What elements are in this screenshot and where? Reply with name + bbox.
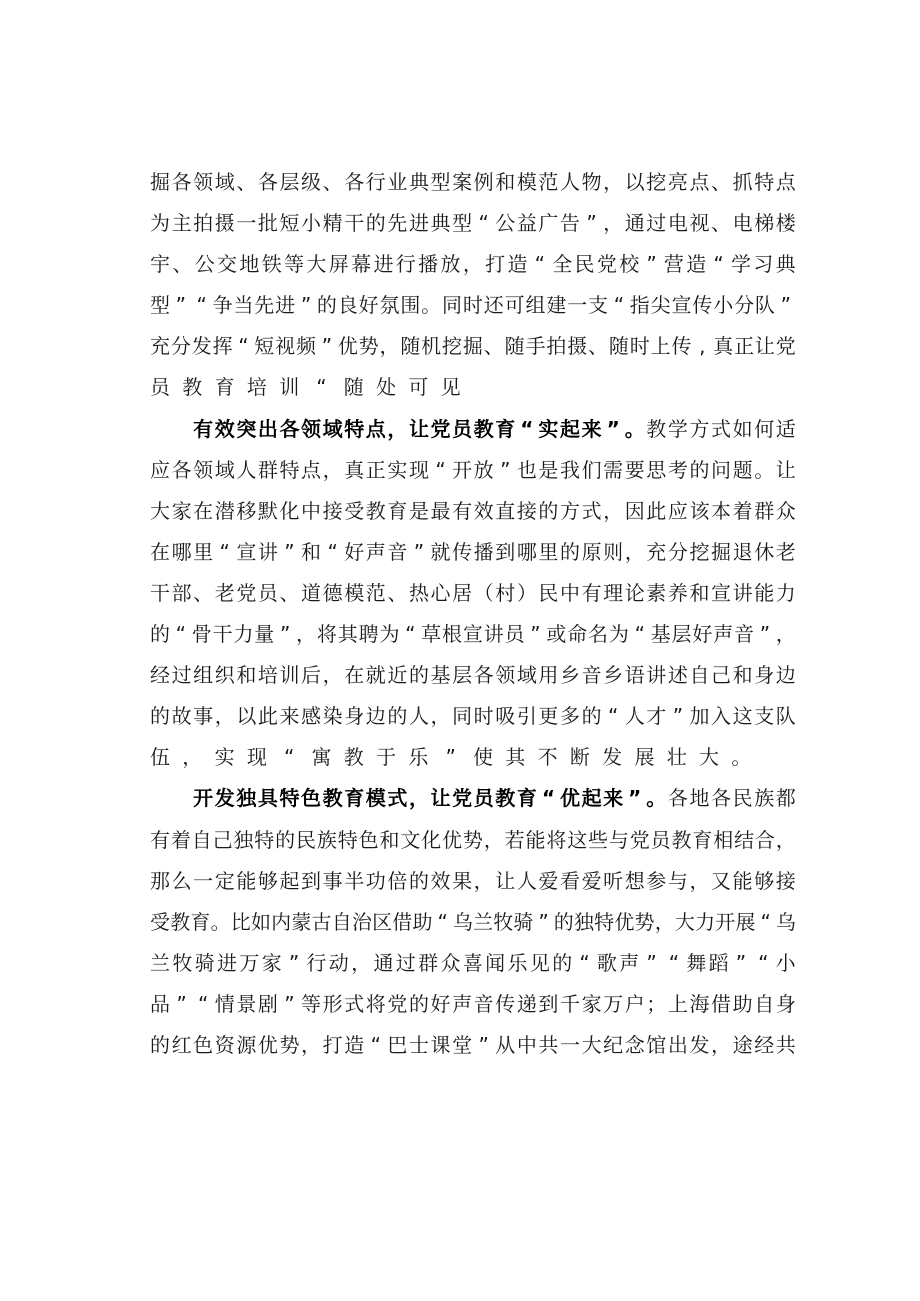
paragraph-p2 xyxy=(150,409,796,779)
text-line: 干 部 、 老 党 员 、 道 德 模 范 、 热 心 居 （ 村 ） 民 中 有 理 论 素 养 和 宣 讲 能 力 xyxy=(150,580,796,605)
text-line: 为 主 拍 摄 一 批 短 小 精 干 的 先 进 典 型 “ 公 益 广 告 ” ， 通 过 电 视 、 电 梯 楼 xyxy=(150,211,796,236)
text-line: 品 ” “ 情 景 剧 ” 等 形 式 将 党 的 好 声 音 传 递 到 千 家 万 户 ； 上 海 借 助 自 身 xyxy=(150,991,796,1016)
text-line: 开 发 独 具 特 色 教 育 模 式 ， 让 党 员 教 育 “ 优 起 来 ” 。 各 地 各 民 族 都 xyxy=(193,786,796,811)
text-line: 的 “ 骨 干 力 量 ” ， 将 其 聘 为 “ 草 根 宣 讲 员 ” 或 命 名 为 “ 基 层 好 声 音 ” ， xyxy=(150,622,796,647)
text-line: 型 ” “ 争 当 先 进 ” 的 良 好 氛 围 。 同 时 还 可 组 建 一 支 “ 指 尖 宣 传 小 分 队 ” xyxy=(150,293,791,318)
text-line: 兰 牧 骑 进 万 家 ” 行 动 ， 通 过 群 众 喜 闻 乐 见 的 “ 歌 声 ” “ 舞 蹈 ” “ 小 xyxy=(150,950,796,975)
text-line: 有 着 自 己 独 特 的 民 族 特 色 和 文 化 优 势 ， 若 能 将 这 些 与 党 员 教 育 相 结 合 ， xyxy=(150,827,796,852)
paragraph-p3 xyxy=(150,778,796,1066)
text-line: 那 么 一 定 能 够 起 到 事 半 功 倍 的 效 果 ， 让 人 爱 看 爱 听 想 参 与 ， 又 能 够 接 xyxy=(150,868,796,893)
text-line: 有 效 突 出 各 领 域 特 点 ， 让 党 员 教 育 “ 实 起 来 ” 。 教 学 方 式 如 何 适 xyxy=(193,416,796,441)
document-body xyxy=(150,162,796,1066)
text-line: 员 教 育 培 训 “ 随 处 可 见 xyxy=(150,375,461,400)
text-line: 经 过 组 织 和 培 训 后 ， 在 就 近 的 基 层 各 领 域 用 乡 音 乡 语 讲 述 自 己 和 身 边 xyxy=(150,663,796,688)
paragraph-p1 xyxy=(150,162,796,409)
text-line: 受 教 育 。 比 如 内 蒙 古 自 治 区 借 助 “ 乌 兰 牧 骑 ” 的 独 特 优 势 ， 大 力 开 展 “ 乌 xyxy=(150,909,796,934)
text-line: 掘 各 领 域 、 各 层 级 、 各 行 业 典 型 案 例 和 模 范 人 物 ， 以 挖 亮 点 、 抓 特 点 xyxy=(150,170,796,194)
text-line: 应 各 领 域 人 群 特 点 ， 真 正 实 现 “ 开 放 ” 也 是 我 们 需 要 思 考 的 问 题 。 让 xyxy=(150,457,796,482)
text-line: 在 哪 里 “ 宣 讲 ” 和 “ 好 声 音 ” 就 传 播 到 哪 里 的 原 则 ， 充 分 挖 掘 退 休 老 xyxy=(150,539,796,564)
text-line: 大 家 在 潜 移 默 化 中 接 受 教 育 是 最 有 效 直 接 的 方 式 ， 因 此 应 该 本 着 群 众 xyxy=(150,498,796,523)
text-line: 的 故 事 ， 以 此 来 感 染 身 边 的 人 ， 同 时 吸 引 更 多 的 “ 人 才 ” 加 入 这 支 队 xyxy=(150,704,796,729)
text-line: 宇 、 公 交 地 铁 等 大 屏 幕 进 行 播 放 ， 打 造 “ 全 民 党 校 ” 营 造 “ 学 习 典 xyxy=(150,252,796,277)
text-line: 伍 ， 实 现 “ 寓 教 于 乐 ” 使 其 不 断 发 展 壮 大 。 xyxy=(150,745,752,770)
text-line: 充 分 发 挥 “ 短 视 频 ” 优 势 ， 随 机 挖 掘 、 随 手 拍 摄 、 随 时 上 传 , 真 正 让 党 xyxy=(150,334,796,359)
text-line: 的 红 色 资 源 优 势 ， 打 造 “ 巴 士 课 堂 ” 从 中 共 一 大 纪 念 馆 出 发 ， 途 经 共 xyxy=(150,1032,796,1057)
